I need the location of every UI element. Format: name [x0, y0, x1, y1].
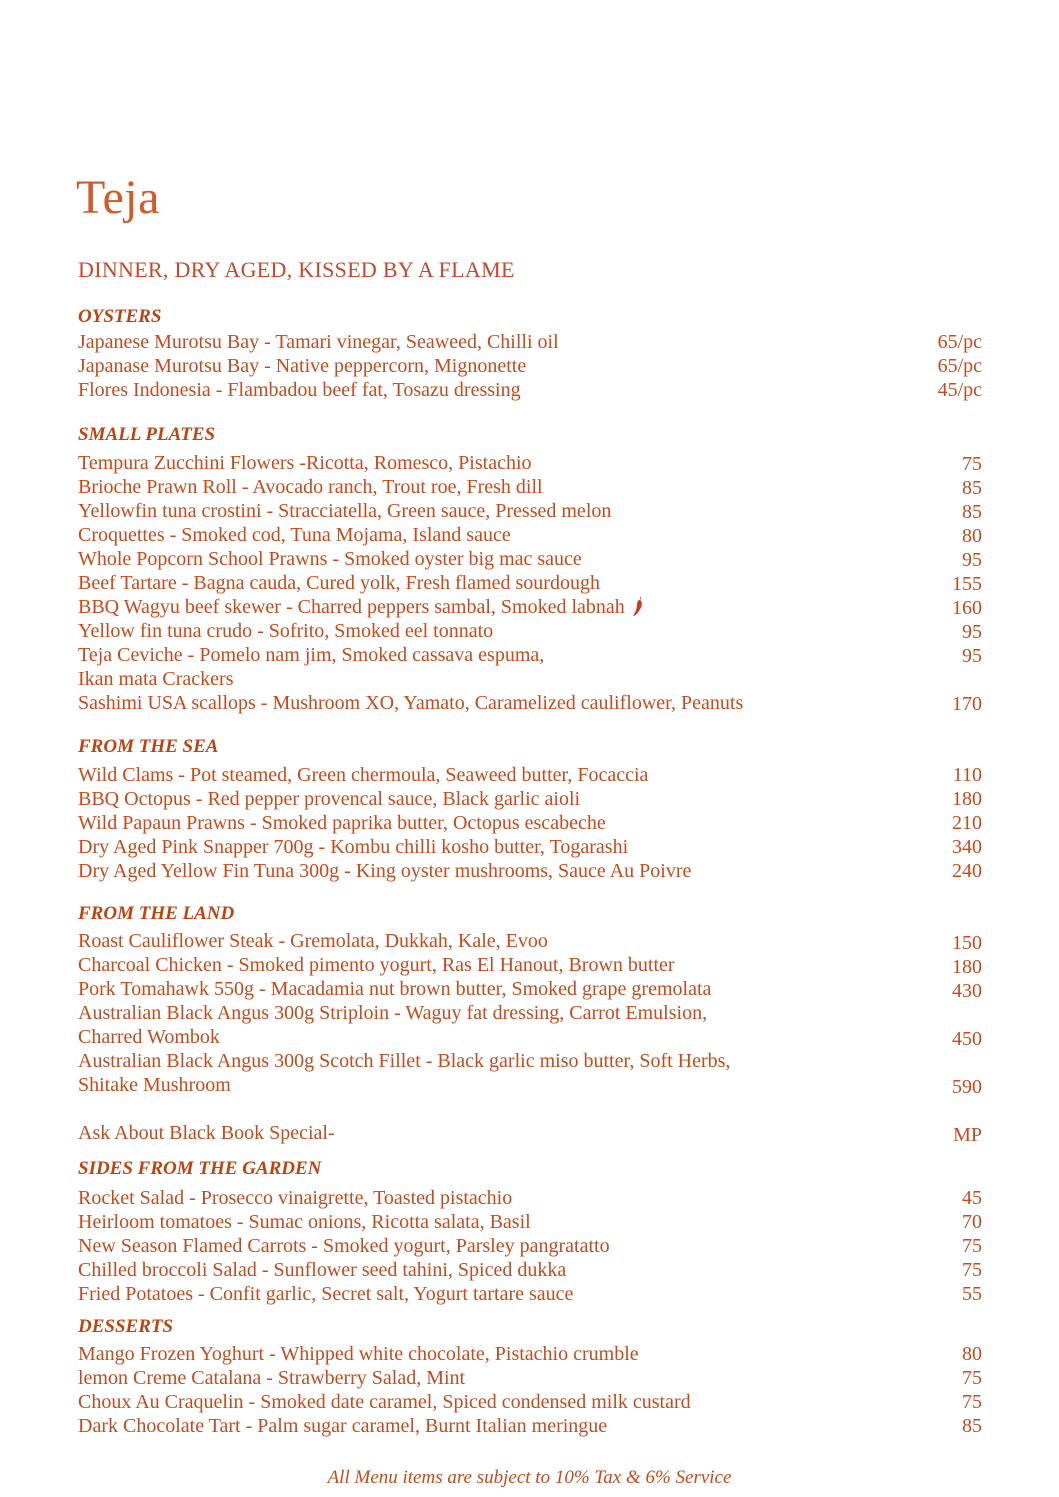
menu-item: Rocket Salad - Prosecco vinaigrette, Toasted pistachio	[78, 1187, 513, 1209]
menu-item-price: 80	[962, 525, 982, 547]
menu-item-price: 75	[962, 1235, 982, 1257]
menu-item: Yellowfin tuna crostini - Stracciatella, Green sauce, Pressed melon	[78, 500, 612, 522]
menu-item-price: 590	[952, 1076, 982, 1098]
menu-item: Wild Papaun Prawns - Smoked paprika butter, Octopus escabeche	[78, 812, 606, 834]
menu-item: Sashimi USA scallops - Mushroom XO, Yamato, Caramelized cauliflower, Peanuts	[78, 692, 744, 714]
menu-item: Charcoal Chicken - Smoked pimento yogurt, Ras El Hanout, Brown butter	[78, 954, 675, 976]
menu-item: Choux Au Craquelin - Smoked date caramel, Spiced condensed milk custard	[78, 1391, 691, 1413]
menu-item-price: 45/pc	[937, 379, 982, 401]
menu-item-line2: Charred Wombok	[78, 1026, 220, 1048]
special-item-price: MP	[953, 1124, 982, 1146]
menu-item-price: 45	[962, 1187, 982, 1209]
menu-item-price: 95	[962, 621, 982, 643]
section-title-small-plates: SMALL PLATES	[78, 424, 216, 445]
menu-item: Chilled broccoli Salad - Sunflower seed tahini, Spiced dukka	[78, 1259, 567, 1281]
menu-item-price: 55	[962, 1283, 982, 1305]
menu-item: Dark Chocolate Tart - Palm sugar caramel, Burnt Italian meringue	[78, 1415, 608, 1437]
menu-item-price: 155	[952, 573, 982, 595]
menu-item-price: 160	[952, 597, 982, 619]
menu-item: Beef Tartare - Bagna cauda, Cured yolk, Fresh flamed sourdough	[78, 572, 600, 594]
menu-item-price: 430	[952, 980, 982, 1002]
menu-item: Heirloom tomatoes - Sumac onions, Ricotta salata, Basil	[78, 1211, 531, 1233]
menu-item-price: 70	[962, 1211, 982, 1233]
menu-item: Dry Aged Yellow Fin Tuna 300g - King oyster mushrooms, Sauce Au Poivre	[78, 860, 692, 882]
menu-item-price: 95	[962, 549, 982, 571]
menu-item: Japanese Murotsu Bay - Tamari vinegar, Seaweed, Chilli oil	[78, 331, 559, 353]
menu-item	[78, 595, 645, 619]
section-title-oysters: OYSTERS	[78, 306, 162, 327]
menu-item-price: 75	[962, 1259, 982, 1281]
menu-item-line2: Shitake Mushroom	[78, 1074, 231, 1096]
menu-item-price: 450	[952, 1028, 982, 1050]
menu-item: Croquettes - Smoked cod, Tuna Mojama, Island sauce	[78, 524, 511, 546]
chili-icon	[631, 595, 645, 617]
menu-item-price: 150	[952, 932, 982, 954]
menu-item: Wild Clams - Pot steamed, Green chermoula, Seaweed butter, Focaccia	[78, 764, 649, 786]
menu-item-price: 180	[952, 956, 982, 978]
menu-tagline: DINNER, DRY AGED, KISSED BY A FLAME	[78, 257, 515, 282]
menu-item-price: 240	[952, 860, 982, 882]
menu-item-price: 340	[952, 836, 982, 858]
menu-item: Flores Indonesia - Flambadou beef fat, Tosazu dressing	[78, 379, 521, 401]
menu-item: BBQ Octopus - Red pepper provencal sauce, Black garlic aioli	[78, 788, 581, 810]
menu-item: Tempura Zucchini Flowers -Ricotta, Romesco, Pistachio	[78, 452, 532, 474]
menu-item: lemon Creme Catalana - Strawberry Salad, Mint	[78, 1367, 466, 1389]
menu-item-price: 80	[962, 1343, 982, 1365]
menu-item-price: 95	[962, 645, 982, 667]
menu-item-price: 75	[962, 1367, 982, 1389]
menu-item: Roast Cauliflower Steak - Gremolata, Dukkah, Kale, Evoo	[78, 930, 548, 952]
menu-item: Dry Aged Pink Snapper 700g - Kombu chilli kosho butter, Togarashi	[78, 836, 629, 858]
menu-item-price: 210	[952, 812, 982, 834]
menu-item: New Season Flamed Carrots - Smoked yogurt, Parsley pangratatto	[78, 1235, 610, 1257]
menu-item-price: 170	[952, 693, 982, 715]
section-title-desserts: DESSERTS	[78, 1316, 174, 1337]
menu-item-price: 75	[962, 1391, 982, 1413]
menu-item-price: 65/pc	[937, 355, 982, 377]
restaurant-title: Teja	[76, 171, 160, 224]
menu-item: Pork Tomahawk 550g - Macadamia nut brown butter, Smoked grape gremolata	[78, 978, 712, 1000]
section-title-from-the-land: FROM THE LAND	[78, 903, 235, 924]
menu-item-name: BBQ Wagyu beef skewer - Charred peppers sambal, Smoked labnah	[78, 596, 625, 618]
menu-item: Teja Ceviche - Pomelo nam jim, Smoked cassava espuma,	[78, 644, 545, 666]
menu-item-price: 75	[962, 453, 982, 475]
menu-item: Mango Frozen Yoghurt - Whipped white chocolate, Pistachio crumble	[78, 1343, 639, 1365]
menu-item-price: 110	[952, 764, 982, 786]
menu-item: Yellow fin tuna crudo - Sofrito, Smoked eel tonnato	[78, 620, 494, 642]
menu-item: Whole Popcorn School Prawns - Smoked oyster big mac sauce	[78, 548, 582, 570]
menu-item: Australian Black Angus 300g Striploin - Waguy fat dressing, Carrot Emulsion,	[78, 1002, 708, 1024]
menu-item-price: 85	[962, 1415, 982, 1437]
menu-item-price: 65/pc	[937, 331, 982, 353]
menu-item: Japanase Murotsu Bay - Native peppercorn, Mignonette	[78, 355, 527, 377]
menu-item: Fried Potatoes - Confit garlic, Secret salt, Yogurt tartare sauce	[78, 1283, 574, 1305]
section-title-from-the-sea: FROM THE SEA	[78, 736, 219, 757]
menu-item-price: 85	[962, 477, 982, 499]
section-title-sides: SIDES FROM THE GARDEN	[78, 1158, 322, 1179]
special-item: Ask About Black Book Special-	[78, 1122, 335, 1144]
menu-item: Australian Black Angus 300g Scotch Fillet - Black garlic miso butter, Soft Herbs,	[78, 1050, 731, 1072]
menu-item-line2: Ikan mata Crackers	[78, 668, 234, 690]
menu-item-price: 85	[962, 501, 982, 523]
menu-item: Brioche Prawn Roll - Avocado ranch, Trout roe, Fresh dill	[78, 476, 543, 498]
menu-item-price: 180	[952, 788, 982, 810]
tax-service-note: All Menu items are subject to 10% Tax & 6% Service	[327, 1467, 732, 1488]
